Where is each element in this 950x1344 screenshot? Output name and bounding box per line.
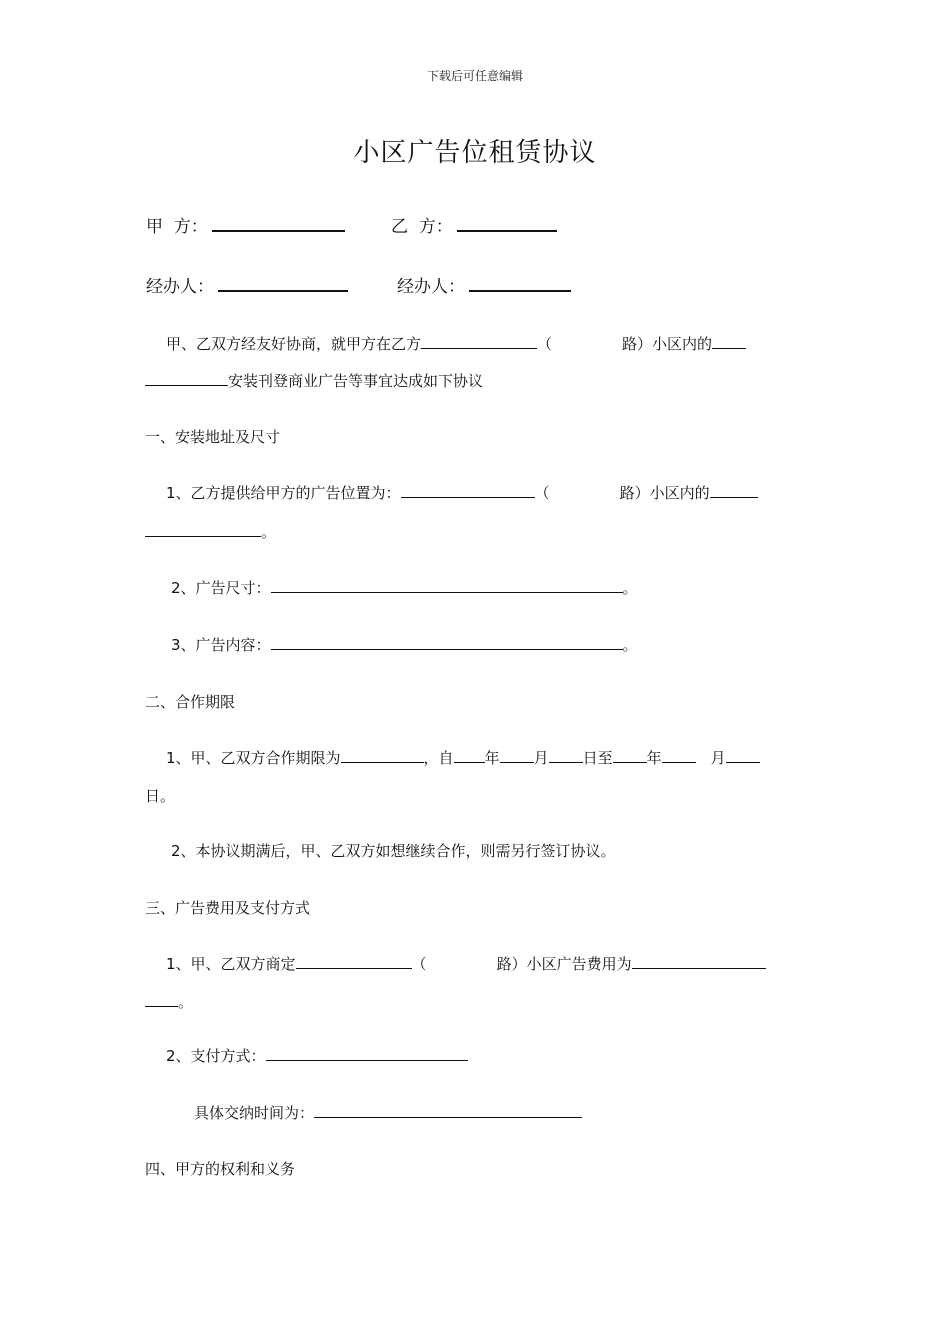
section-3-item-1: [166, 953, 766, 974]
start-month-blank[interactable]: [500, 761, 534, 763]
section-1-item-3: [171, 634, 638, 655]
section-1-item-2: [171, 577, 638, 598]
section-3-item-1-cont: [145, 991, 193, 1012]
agent-b-input-line[interactable]: [469, 289, 571, 292]
end-year-blank[interactable]: [613, 761, 647, 763]
party-b-field: [391, 212, 557, 237]
s3-item1-blank-1[interactable]: [296, 967, 412, 969]
section-3-item-3: [194, 1102, 582, 1123]
s2-year-2: 年: [646, 749, 662, 767]
agent-a-label: 经办人：: [146, 277, 214, 297]
party-b-input-line[interactable]: [457, 229, 557, 232]
s3-item1-end: 。: [178, 993, 194, 1011]
s3-item1-text-b: （: [411, 955, 427, 973]
section-2-item-2: 2、本协议期满后，甲、乙双方如想继续合作，则需另行签订协议。: [171, 842, 616, 860]
start-year-blank[interactable]: [454, 761, 485, 763]
s3-item1-text-a: 1、甲、乙双方商定: [166, 955, 296, 973]
intro-text-c: 路）小区内的: [622, 335, 713, 353]
section-1-item-1: [166, 482, 758, 503]
s2-item1-text-b: ，自: [423, 749, 454, 767]
intro-blank-3[interactable]: [145, 384, 228, 386]
payment-time-label: 具体交纳时间为：: [194, 1104, 315, 1122]
payment-method-label: 2、支付方式：: [166, 1047, 266, 1065]
s1-item2-label: 2、广告尺寸：: [171, 579, 271, 597]
intro-text-d: 安装刊登商业广告等事宜达成如下协议: [228, 372, 484, 390]
s1-item1-blank-1[interactable]: [401, 496, 535, 498]
section-2-item-1: [166, 747, 760, 768]
ad-size-blank[interactable]: [271, 591, 623, 593]
intro-blank-2[interactable]: [712, 347, 746, 349]
end-month-blank[interactable]: [662, 761, 696, 763]
s1-item1-blank-3[interactable]: [145, 535, 261, 537]
s1-item1-blank-2[interactable]: [710, 496, 758, 498]
end-day-blank[interactable]: [726, 761, 760, 763]
section-4-heading: 四、甲方的权利和义务: [145, 1160, 296, 1178]
section-3-heading: 三、广告费用及支付方式: [145, 899, 311, 917]
section-2-heading: 二、合作期限: [145, 693, 236, 711]
section-2-item-1-cont: 日。: [145, 787, 176, 805]
section-1-item-1-cont: [145, 521, 276, 542]
payment-method-blank[interactable]: [266, 1059, 468, 1061]
intro-blank-1[interactable]: [421, 347, 537, 349]
s1-item1-text-c: 路）小区内的: [619, 484, 710, 502]
party-a-field: [146, 212, 345, 237]
s3-item1-text-c: 路）小区广告费用为: [496, 955, 632, 973]
s1-item2-end: 。: [622, 579, 638, 597]
s2-day-to: 日至: [582, 749, 613, 767]
section-1-heading: 一、安装地址及尺寸: [145, 428, 281, 446]
agent-b-label: 经办人：: [397, 277, 465, 297]
intro-line-2: [145, 370, 483, 391]
s1-item3-end: 。: [622, 636, 638, 654]
s2-month-1: 月: [533, 749, 549, 767]
section-3-item-2: [166, 1045, 468, 1066]
fee-blank-cont[interactable]: [145, 1005, 178, 1007]
party-a-label: 甲 方：: [146, 217, 208, 237]
header-note: 下载后可任意编辑: [426, 69, 523, 83]
s1-item1-end: 。: [261, 523, 277, 541]
intro-text-b: （: [537, 335, 553, 353]
intro-text-a: 甲、乙双方经友好协商，就甲方在乙方: [166, 335, 422, 353]
party-b-label: 乙 方：: [391, 217, 453, 237]
s2-year-1: 年: [484, 749, 500, 767]
s2-month-2: 月: [710, 749, 726, 767]
page-title: 小区广告位租赁协议: [353, 138, 597, 168]
s1-item1-text-b: （: [534, 484, 550, 502]
s1-item3-label: 3、广告内容：: [171, 636, 271, 654]
agent-a-field: [146, 272, 348, 297]
start-day-blank[interactable]: [549, 761, 583, 763]
s1-item1-text-a: 1、乙方提供给甲方的广告位置为：: [166, 484, 401, 502]
ad-content-blank[interactable]: [271, 648, 623, 650]
term-blank[interactable]: [341, 761, 424, 763]
s2-item1-text-a: 1、甲、乙双方合作期限为: [166, 749, 341, 767]
agent-b-field: [397, 272, 571, 297]
party-a-input-line[interactable]: [212, 229, 345, 232]
intro-line-1: [166, 333, 746, 354]
fee-blank[interactable]: [632, 967, 766, 969]
payment-time-blank[interactable]: [314, 1116, 582, 1118]
agent-a-input-line[interactable]: [218, 289, 348, 292]
